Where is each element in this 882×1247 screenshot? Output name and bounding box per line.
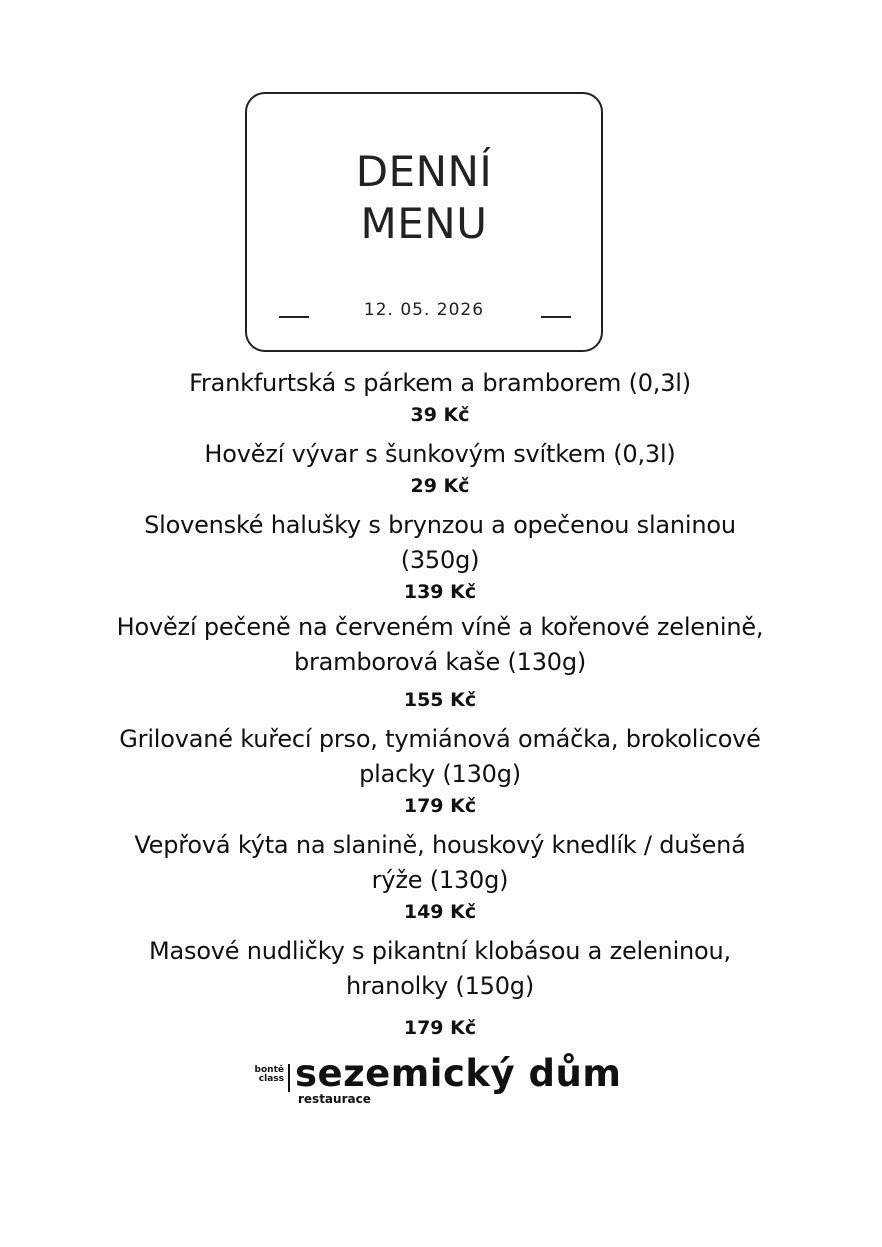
menu-item-price: 39 Kč xyxy=(410,404,470,426)
date-row xyxy=(247,300,601,324)
menu-item xyxy=(90,366,790,429)
menu-item-name: Frankfurtská s párkem a bramborem (0,3l) xyxy=(189,369,691,397)
menu-item-price: 179 Kč xyxy=(403,795,477,817)
logo-brand-line2: class xyxy=(258,1074,284,1084)
menu-item xyxy=(90,508,790,606)
logo-brand-line1: bontě xyxy=(254,1065,284,1075)
menu-item-name: Slovenské halušky s brynzou a opečenou slaninou (350g) xyxy=(144,511,736,574)
logo-subtitle: restaurace xyxy=(298,1092,371,1106)
menu-item-name: Masové nudličky s pikantní klobásou a zeleninou, hranolky (150g) xyxy=(149,937,731,1000)
menu-item-name: Hovězí vývar s šunkovým svítkem (0,3l) xyxy=(204,440,676,468)
menu-item xyxy=(90,437,790,500)
menu-item-price: 139 Kč xyxy=(403,581,477,603)
menu-item-price: 149 Kč xyxy=(403,901,477,923)
restaurant-logo xyxy=(250,1052,622,1108)
menu-title: DENNÍ MENU xyxy=(355,147,493,248)
menu-item xyxy=(90,722,790,820)
menu-item-price: 155 Kč xyxy=(403,689,477,711)
menu-item-name: Hovězí pečeně na červeném víně a kořenové zelenině, bramborová kaše (130g) xyxy=(116,613,764,676)
logo-name: sezemický dům xyxy=(295,1052,622,1095)
menu-item xyxy=(90,934,790,1042)
header-box xyxy=(245,92,603,352)
logo-brand-small xyxy=(250,1066,284,1084)
menu-item xyxy=(90,828,790,926)
right-dash xyxy=(541,316,571,318)
menu-item-price: 179 Kč xyxy=(403,1017,477,1039)
menu-item-name: Grilované kuřecí prso, tymiánová omáčka, brokolicové placky (130g) xyxy=(119,725,761,788)
logo-divider xyxy=(288,1064,290,1092)
menu-list xyxy=(90,366,790,1050)
menu-item-price: 29 Kč xyxy=(410,475,470,497)
menu-item-name: Vepřová kýta na slanině, houskový knedlík / dušená rýže (130g) xyxy=(134,831,746,894)
menu-date: 12. 05. 2026 xyxy=(363,300,485,320)
menu-item xyxy=(90,610,790,714)
